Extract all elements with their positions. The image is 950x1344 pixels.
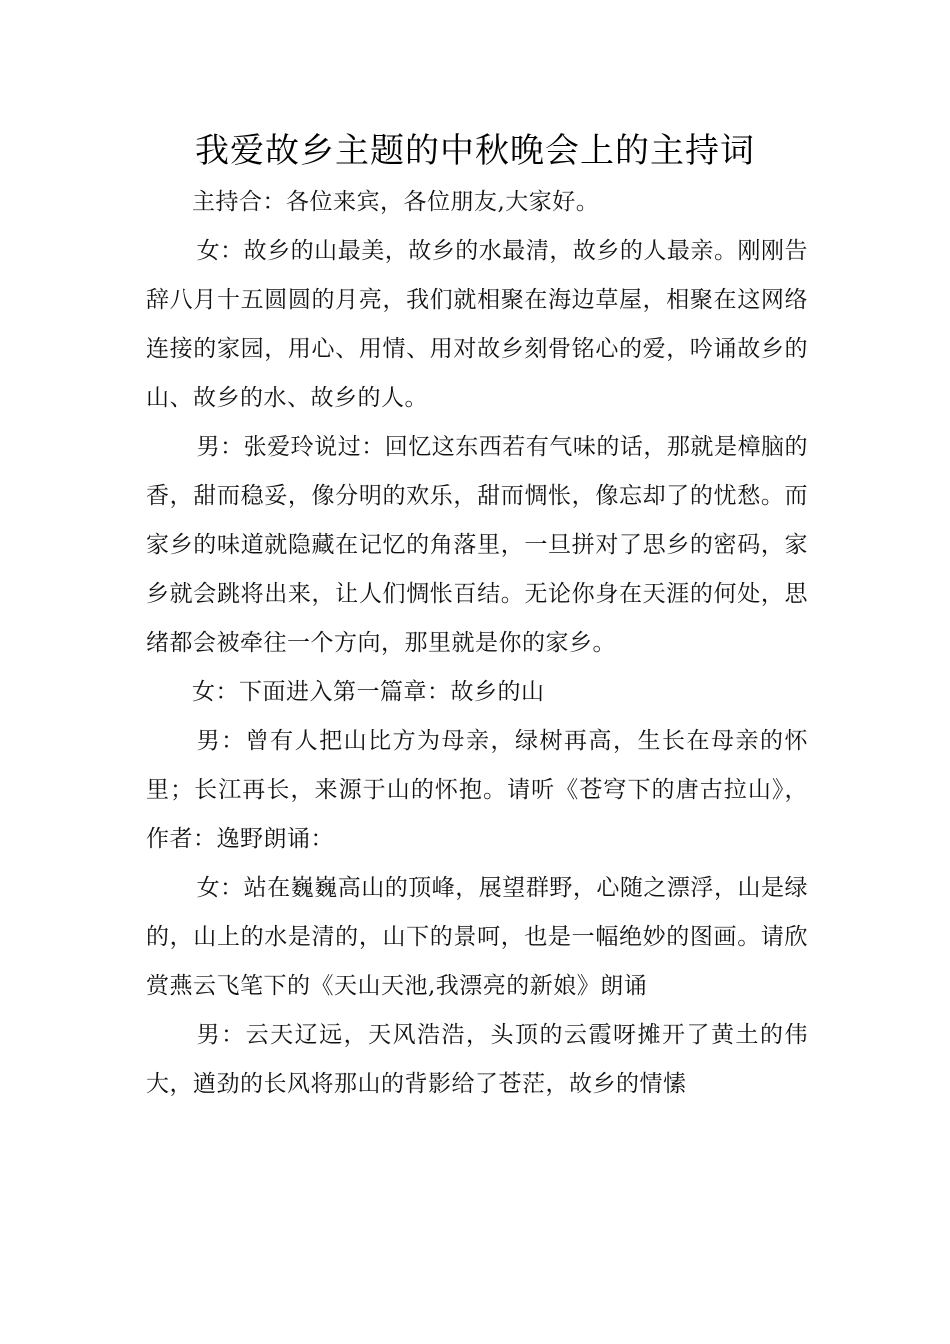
- document-body: [146, 178, 808, 1109]
- paragraph-male-1: 男：张爱玲说过：回忆这东西若有气味的话，那就是樟脑的香，甜而稳妥，像分明的欢乐，甜而惆怅，像忘却了的忧愁。而家乡的味道就隐藏在记忆的角落里，一旦拼对了思乡的密码，家乡就会跳将出来，让人们惆怅百结。无论你身在天涯的何处，思绪都会被牵往一个方向，那里就是你的家乡。: [146, 434, 808, 656]
- paragraph-female-2: 女：下面进入第一篇章：故乡的山: [192, 679, 545, 705]
- paragraph-male-3: 男：云天辽远，天风浩浩，头顶的云霞呀摊开了黄土的伟大，遒劲的长风将那山的背影给了苍茫，故乡的情愫: [146, 1022, 808, 1097]
- document-title: 我爱故乡主题的中秋晚会上的主持词: [195, 131, 755, 171]
- paragraph-opening: 主持合：各位来宾，各位朋友,大家好。: [192, 189, 600, 215]
- paragraph-male-2: 男：曾有人把山比方为母亲，绿树再高，生长在母亲的怀里；长江再长，来源于山的怀抱。请听《苍穹下的唐古拉山》，作者：逸野朗诵：: [146, 728, 808, 852]
- paragraph-female-3: 女：站在巍巍高山的顶峰，展望群野，心随之漂浮，山是绿的，山上的水是清的，山下的景呵，也是一幅绝妙的图画。请欣赏燕云飞笔下的《天山天池,我漂亮的新娘》朗诵: [146, 875, 808, 999]
- paragraph-female-1: 女：故乡的山最美，故乡的水最清，故乡的人最亲。刚刚告辞八月十五圆圆的月亮，我们就相聚在海边草屋，相聚在这网络连接的家园，用心、用情、用对故乡刻骨铭心的爱，吟诵故乡的山、故乡的水、故乡的人。: [146, 238, 808, 411]
